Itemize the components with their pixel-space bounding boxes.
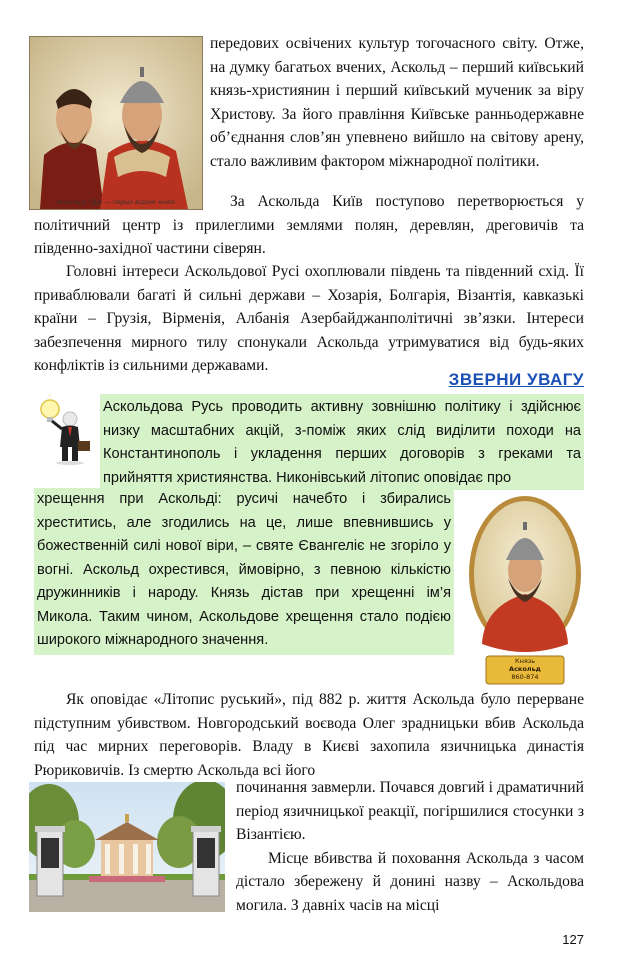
medallion-label-name: Аскольд (509, 665, 541, 673)
paragraph-murder-block (34, 688, 584, 782)
askold-and-dir-illustration (29, 36, 203, 210)
man-lightbulb-icon (36, 395, 96, 465)
attention-heading: ЗВЕРНИ УВАГУ (448, 370, 584, 389)
text-beside-photo (236, 776, 584, 917)
paragraph-interests-block (34, 260, 584, 378)
paragraph-reaction: починання завмерли. Почався довгий і драматичний період язичницької реакції, погіршилися стосунки з Візантією. (236, 779, 584, 843)
medallion-label-title: Князь (514, 657, 536, 665)
askold-grave-photo (29, 782, 225, 912)
princes-painting (30, 37, 202, 209)
highlight-text-bottom: хрещення при Аскольді: русичі начебто і збирались хреститись, але згодились на це, лише впевнившись у божественній силі нової віри, – святе Євангеліє не згоріло у вогні. Аскольд охрестився, ймовірно, з певною кількістю дружинників і народу. Князь дістав при хрещенні ім’я Микола. Таким чином, Аскольдове хрещення стало подією широкого міжнародного значення. (37, 491, 451, 648)
figure-caption: Аскольд і Дір — перші відомі князі (56, 198, 176, 206)
paragraph-grave: Місце вбивства й поховання Аскольда з часом дістало збережену й донині назву – Аскольдова могила. З давніх часів на місці (236, 849, 584, 914)
medallion-label-years: 860-874 (511, 673, 539, 681)
highlight-box-bottom (34, 488, 454, 655)
paragraph-kyiv-block (34, 190, 584, 261)
paragraph-culture: передових освічених культур тогочасного світу. Отже, на думку багатьох вчених, Аскольд – перший київський князь-християнин і перший київський мученик за віру Христову. За його правління Київське ранньодержавне об’єднання слов’ян упевнено вийшло на світову арену, стало важливим фактором міжнародної політики. (210, 35, 584, 170)
paragraph-murder: Як оповідає «Літопис руський», під 882 р. життя Аскольда було перерване підступним убивством. Новгородський воєвода Олег зрадницьки вбив Аскольда під час мирних переговорів. Владу в Києві захопила язичницька династія Рюриковичів. Із смертю Аскольда всі його (34, 691, 584, 779)
paragraph-kyiv: За Аскольда Київ поступово перетворюється у політичний центр із прилеглими землями полян, деревлян, дреговичів та південно-західної частини сіверян. (34, 193, 584, 257)
medallion-label (486, 657, 564, 681)
highlight-text-top: Аскольдова Русь проводить активну зовнішню політику і здійснює низку масштабних акцій, з-поміж яких слід виділити походи на Константинополь і укладення перших договорів з греками та прийняття християнства. Никонівський літопис оповідає про (103, 399, 581, 486)
highlight-box-top (100, 394, 584, 490)
askold-medallion-portrait (466, 494, 584, 686)
page-number: 127 (562, 932, 584, 947)
text-beside-figure (210, 32, 584, 173)
paragraph-interests: Головні інтереси Аскольдової Русі охоплювали південь та південний схід. Її приваблювали багаті й сильні держави – Хозарія, Болгарія, Візантія, кавказькі країни – Грузія, Вірменія, Албанія Азербайджанполітичні зв’язки. Інтереси забезпечення мирного тилу спонукали Аскольда утримуватися від будь-яких конфліктів із сильними державами. (34, 263, 584, 374)
